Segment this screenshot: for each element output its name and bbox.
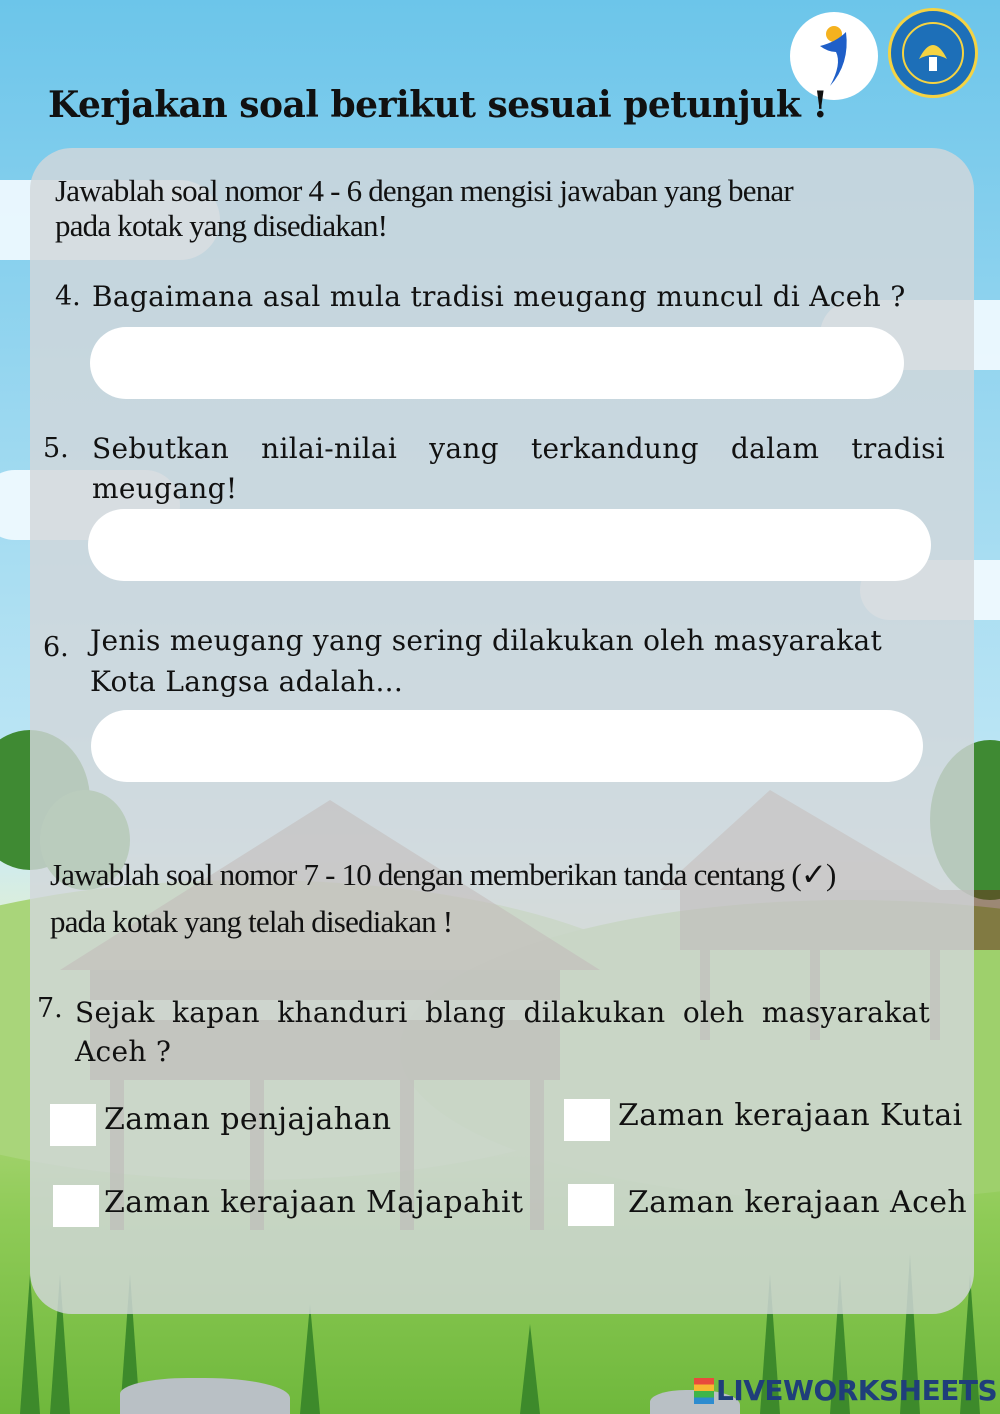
question-7-text-line1: Sejak kapan khanduri blang dilakukan oleh masyarakat <box>75 996 930 1029</box>
question-5-text-line1: Sebutkan nilai-nilai yang terkandung dalam tradisi <box>92 432 945 465</box>
question-4-text: Bagaimana asal mula tradisi meugang muncul di Aceh ? <box>92 280 906 313</box>
option-label-2: Zaman kerajaan Kutai <box>618 1098 963 1133</box>
question-6-text-line2: Kota Langsa adalah... <box>90 665 404 698</box>
question-5-text-line2: meugang! <box>92 472 238 505</box>
answer-field-5[interactable] <box>88 509 931 581</box>
tut-wuri-handayani-logo <box>888 8 978 98</box>
instruction-section2-line1: Jawablah soal nomor 7 - 10 dengan memberikan tanda centang (✓) <box>50 857 836 892</box>
brand-name: LIVEWORKSHEETS <box>716 1374 998 1407</box>
option-label-1: Zaman penjajahan <box>104 1102 392 1137</box>
instruction-section1-line1: Jawablah soal nomor 4 - 6 dengan mengisi jawaban yang benar <box>55 173 793 208</box>
checkbox-option-2[interactable] <box>564 1099 610 1141</box>
liveworksheets-logo[interactable] <box>694 1374 997 1407</box>
instruction-section2-line2: pada kotak yang telah disediakan ! <box>50 904 453 939</box>
instruction-section1-line2: pada kotak yang disediakan! <box>55 208 388 243</box>
question-5-number: 5. <box>43 433 69 464</box>
checkbox-option-4[interactable] <box>568 1184 614 1226</box>
question-4-number: 4. <box>55 281 81 312</box>
answer-field-4[interactable] <box>90 327 904 399</box>
checkbox-option-1[interactable] <box>50 1104 96 1146</box>
option-label-3: Zaman kerajaan Majapahit <box>104 1185 524 1220</box>
liveworksheets-icon <box>694 1378 714 1404</box>
question-7-text-line2: Aceh ? <box>75 1035 172 1068</box>
question-6-text-line1: Jenis meugang yang sering dilakukan oleh masyarakat <box>90 624 883 657</box>
question-6-number: 6. <box>43 632 69 663</box>
answer-field-6[interactable] <box>91 710 923 782</box>
option-label-4: Zaman kerajaan Aceh <box>628 1185 968 1220</box>
page-title: Kerjakan soal berikut sesuai petunjuk ! <box>48 84 828 126</box>
checkbox-option-3[interactable] <box>53 1185 99 1227</box>
question-7-number: 7. <box>37 993 63 1024</box>
